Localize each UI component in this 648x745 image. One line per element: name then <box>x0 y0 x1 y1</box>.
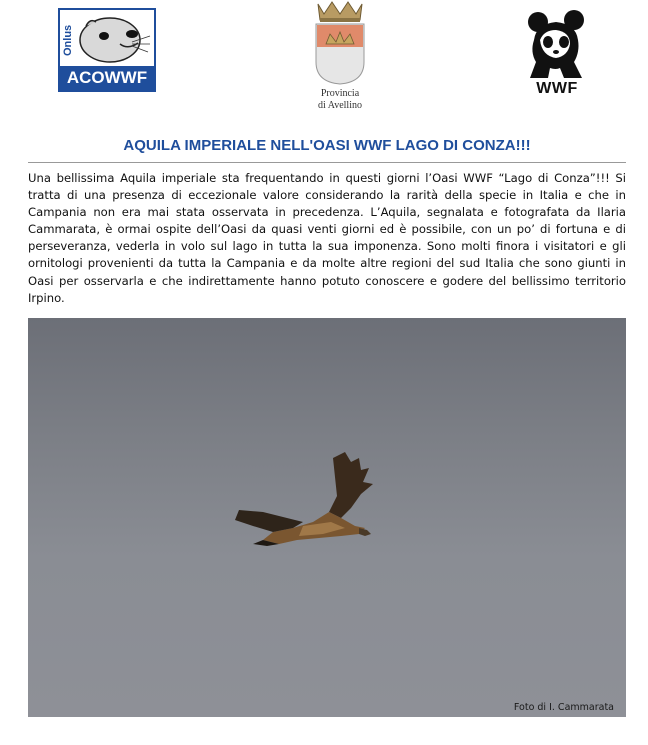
eagle-image <box>233 448 383 558</box>
acowwf-name: ACOWWF <box>60 66 154 90</box>
otter-icon <box>62 10 152 66</box>
crest-icon <box>310 0 370 86</box>
provincia-line2: di Avellino <box>318 100 362 111</box>
title-divider <box>28 162 626 163</box>
provincia-avellino-logo <box>308 0 372 116</box>
wwf-logo <box>524 10 590 102</box>
article-body: Una bellissima Aquila imperiale sta frequentando in questi giorni l’Oasi WWF “Lago di Conza”!!! Si tratta di una presenza di eccezionale valore considerando la rarità della specie in Italia e che in Campania non era mai stata osservata in precedenza. L’Aquila, segnalata e fotografata da Ilaria Cammarata, è ormai ospite dell’Oasi da quasi venti giorni ed è possibile, con un po’ di fortuna e di perseveranza, vederla in volo sul lago in tutta la sua imponenza. Sono molti finora i visitatori e gli ornitologi provenienti da tutta la Campania e da molte altre regioni del sud Italia che sono giunti in Oasi per osservarla e che indirettamente hanno potuto conoscere e godere del bellissimo territorio Irpino. <box>28 171 626 305</box>
provincia-line1: Provincia <box>320 88 360 99</box>
eagle-photo <box>28 318 626 717</box>
photo-credit: Foto di I. Cammarata <box>513 702 614 713</box>
onlus-label: Onlus <box>62 24 74 56</box>
panda-icon <box>524 10 590 80</box>
acowwf-logo <box>52 8 158 94</box>
wwf-name: WWF <box>536 80 578 97</box>
header <box>0 0 648 120</box>
page-title: AQUILA IMPERIALE NELL'OASI WWF LAGO DI CONZA!!! <box>123 137 531 154</box>
